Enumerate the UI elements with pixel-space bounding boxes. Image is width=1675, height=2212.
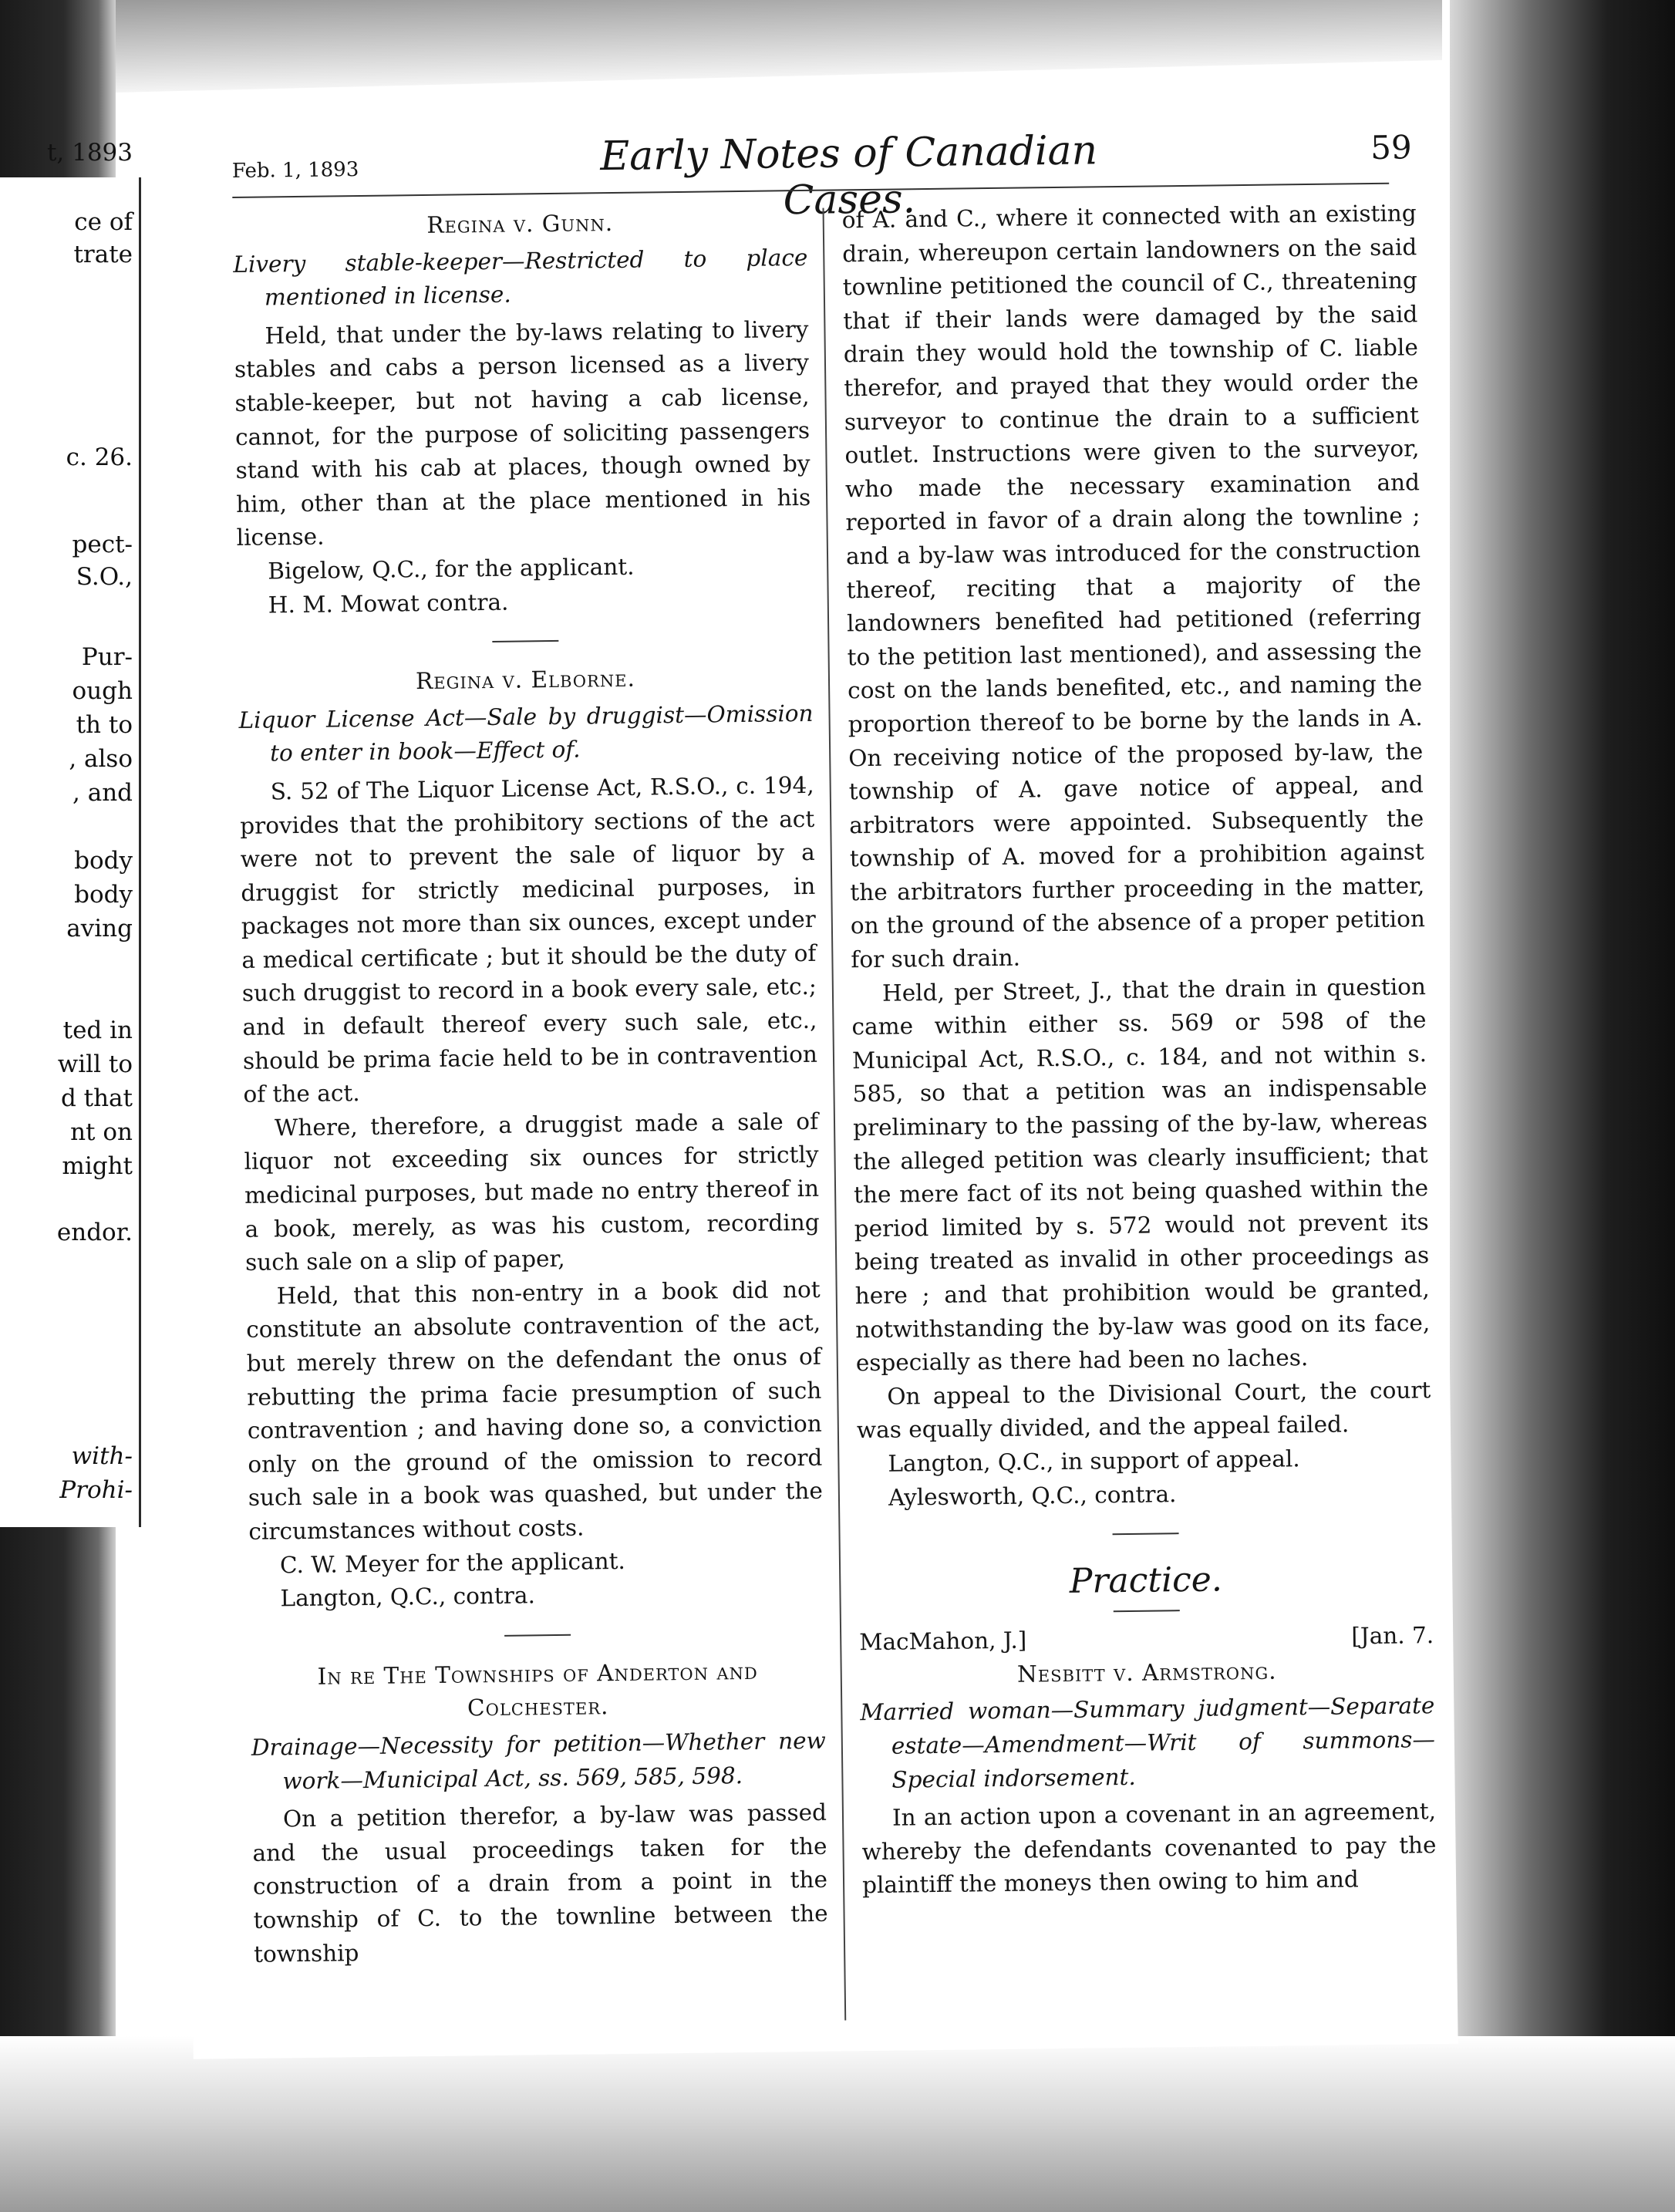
counsel-line: Aylesworth, Q.C., contra. bbox=[888, 1480, 1177, 1511]
counsel-block bbox=[237, 548, 812, 622]
judge-name: MacMahon, J.] bbox=[859, 1627, 1027, 1656]
prev-fragment: ough bbox=[72, 677, 133, 705]
case-headnote: Drainage—Necessity for petition—Whether new work—Municipal Act, ss. 569, 585, 598. bbox=[251, 1727, 827, 1794]
prev-fragment: th to bbox=[76, 711, 133, 739]
prev-fragment: S.O., bbox=[76, 563, 133, 591]
counsel-line: Langton, Q.C., contra. bbox=[280, 1582, 536, 1612]
page-number: 59 bbox=[1370, 128, 1412, 167]
case-title: In re The Townships of Anderton and Colchester. bbox=[317, 1657, 758, 1721]
prev-fragment: t, 1893 bbox=[46, 139, 133, 167]
prev-fragment: , and bbox=[72, 779, 133, 807]
case-title: Regina v. Gunn. bbox=[426, 209, 614, 238]
case-headnote: Liquor License Act—Sale by druggist—Omission to enter in book—Effect of. bbox=[238, 700, 814, 767]
prev-fragment: trate bbox=[73, 241, 133, 268]
counsel-block bbox=[857, 1441, 1432, 1515]
case-appeal: On appeal to the Divisional Court, the court was equally divided, and the appeal failed. bbox=[856, 1376, 1431, 1444]
case-headnote: Livery stable-keeper—Restricted to place mentioned in license. bbox=[233, 244, 808, 311]
left-column bbox=[233, 204, 829, 1971]
prev-fragment: will to bbox=[57, 1050, 133, 1078]
case-separator bbox=[492, 640, 558, 642]
case-separator bbox=[1112, 1533, 1178, 1535]
prev-fragment: ce of bbox=[74, 208, 133, 236]
right-column bbox=[841, 197, 1437, 1903]
case-title: Nesbitt v. Armstrong. bbox=[1016, 1657, 1277, 1688]
prev-fragment: ted in bbox=[62, 1017, 133, 1044]
prev-fragment: , also bbox=[69, 745, 133, 773]
section-title: Practice. bbox=[1069, 1560, 1223, 1602]
prev-fragment: Prohi- bbox=[59, 1476, 133, 1504]
case-separator bbox=[504, 1634, 571, 1637]
column-divider bbox=[823, 208, 847, 2021]
document-page bbox=[170, 100, 1458, 2059]
counsel-line: C. W. Meyer for the applicant. bbox=[279, 1547, 626, 1578]
counsel-line: Langton, Q.C., in support of appeal. bbox=[888, 1445, 1300, 1477]
prev-fragment: body bbox=[74, 881, 133, 909]
previous-page-margin bbox=[0, 139, 141, 1527]
case-holding: Held, that this non-entry in a book did not constitute an absolute contravention of the act, but merely threw on the defendant the onus of rebutting the prima facie presumption of such contravention ; and having done so, a conviction only on the ground of the omission to record such sale in a book was quashed, but under the circumstances without costs. bbox=[246, 1276, 824, 1545]
prev-fragment: endor. bbox=[56, 1219, 133, 1246]
case-paragraph: In an action upon a covenant in an agreement, whereby the defendants covenanted to pay the plaintiff the moneys then owing to him and bbox=[861, 1798, 1437, 1899]
section-rule bbox=[1113, 1610, 1179, 1612]
case-paragraph: of A. and C., where it connected with an existing drain, whereupon certain landowners on the said townline petitioned the council of C., threatening that if their lands were damaged by the said drain they would hold the township of C. liable therefor, and prayed that they would order the surveyor to continue the drain to a sufficient outlet. Instructions were given to the surveyor, who made the necessary examination and reported in favor of a drain along the townline ; and a by-law was introduced for the construction thereof, reciting that a majority of the landowners benefited had petitioned (referring to the petition last mentioned), and assessing the cost on the lands benefited, etc., and naming the proportion thereof to be borne by the lands in A. On receiving notice of the proposed by-law, the township of A. gave notice of appeal, and arbitrators were appointed. Subsequently the township of A. moved for a prohibition against the arbitrators further proceeding in the matter, on the ground of the absence of a proper petition for such drain. bbox=[841, 200, 1426, 973]
case-paragraph: Where, therefore, a druggist made a sale of liquor not exceeding six ounces for strictly medicinal purposes, but made no entry thereof in a book, merely, as was his custom, recording such sale on a slip of paper, bbox=[244, 1108, 820, 1276]
issue-date: Feb. 1, 1893 bbox=[231, 158, 359, 184]
prev-fragment: nt on bbox=[70, 1118, 133, 1146]
decision-date: [Jan. 7. bbox=[1351, 1622, 1434, 1650]
counsel-block bbox=[249, 1542, 824, 1616]
running-title: Early Notes of Canadian Cases. bbox=[599, 127, 1098, 224]
case-headnote: Married woman—Summary judgment—Separate estate—Amendment—Writ of summons—Special indorsement. bbox=[860, 1692, 1436, 1793]
scan-shadow-right bbox=[1450, 0, 1675, 2212]
case-holding: Held, that under the by-laws relating to livery stables and cabs a person licensed as a livery stable-keeper, but not having a cab license, cannot, for the purpose of soliciting passengers stand with his cab at places, though owned by him, other than at the place mentioned in his license. bbox=[234, 315, 811, 551]
prev-fragment: might bbox=[62, 1152, 133, 1180]
prev-fragment: pect- bbox=[72, 531, 133, 558]
prev-fragment: aving bbox=[66, 915, 133, 942]
case-title: Regina v. Elborne. bbox=[415, 665, 636, 695]
prev-fragment: with- bbox=[71, 1442, 133, 1470]
case-paragraph: On a petition therefor, a by-law was passed and the usual proceedings taken for the construction of a drain from a point in the township of C. to the townline between the township bbox=[252, 1799, 828, 1968]
counsel-line: H. M. Mowat contra. bbox=[268, 588, 509, 619]
counsel-line: Bigelow, Q.C., for the applicant. bbox=[268, 553, 635, 585]
case-paragraph: S. 52 of The Liquor License Act, R.S.O., c. 194, provides that the prohibitory sections of the act were not to prevent the sale of liquor by a druggist for strictly medicinal purposes, in packages not more than six ounces, except under a medical certificate ; but it should be the duty of such druggist to record in a book every sale, etc.; and in default thereof every such sale, etc., should be prima facie held to be in contravention of the act. bbox=[240, 771, 818, 1108]
scan-shadow-bottom bbox=[0, 2036, 1675, 2212]
prev-fragment: c. 26. bbox=[66, 443, 133, 471]
prev-fragment: d that bbox=[60, 1084, 133, 1112]
prev-fragment: body bbox=[74, 847, 133, 875]
case-holding: Held, per Street, J., that the drain in question came within either ss. 569 or 598 of the Municipal Act, R.S.O., c. 184, and not within s. 585, so that a petition was an indispensable preliminary to the passing of the by-law, whereas the alleged petition was clearly insufficient; that the mere fact of its not being quashed within the period limited by s. 572 would not prevent its being treated as invalid in other proceedings as here ; and that prohibition would be granted, notwithstanding the by-law was good on its face, especially as there had been no laches. bbox=[851, 973, 1431, 1377]
scan-shadow-top bbox=[116, 0, 1442, 93]
prev-fragment: Pur- bbox=[81, 643, 133, 671]
